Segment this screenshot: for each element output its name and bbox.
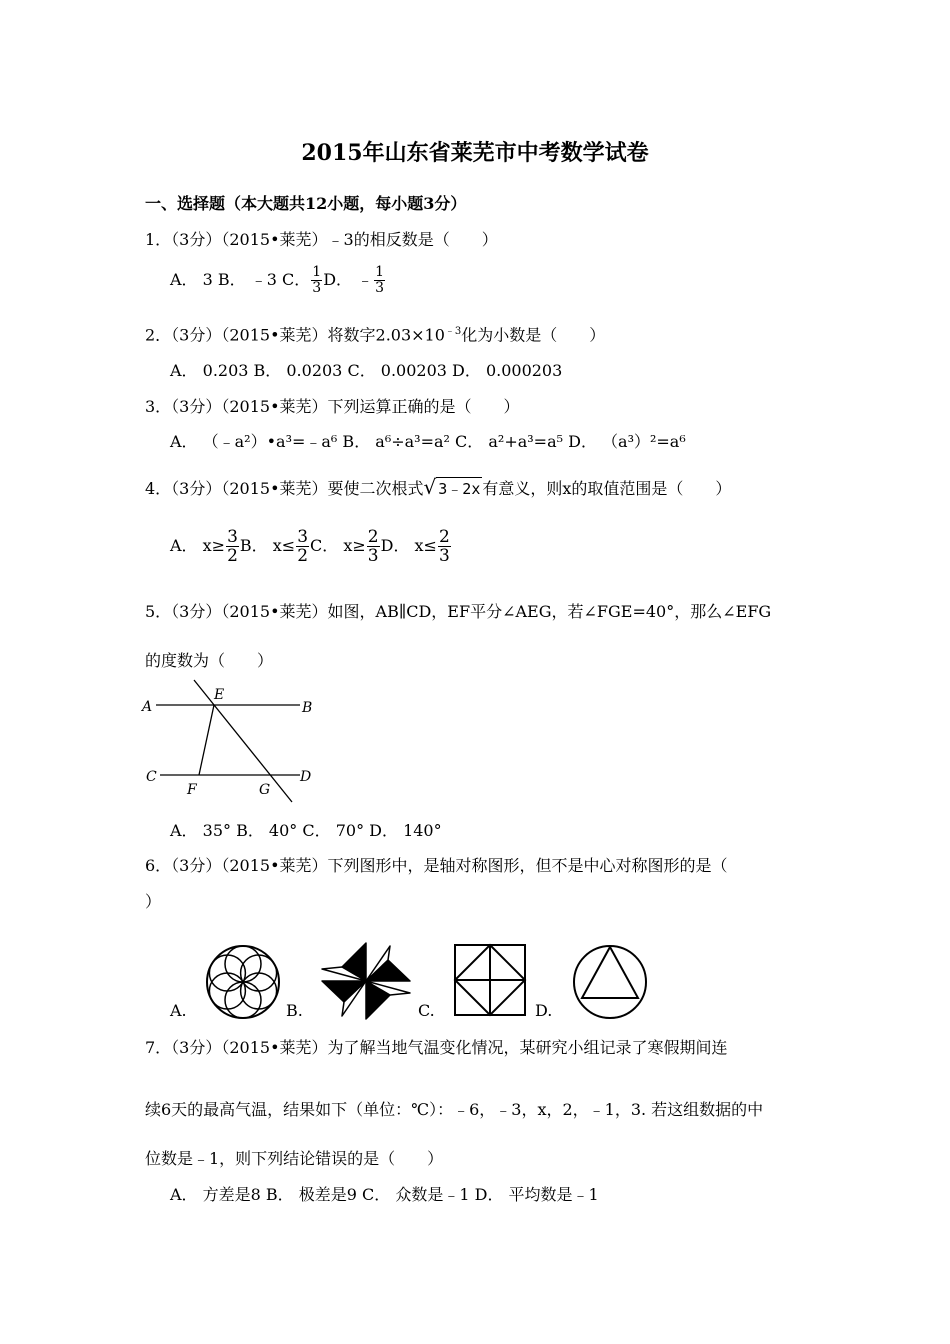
question-7-options: A． 方差是8 B． 极差是9 C． 众数是﹣1 D． 平均数是﹣1 [170, 1185, 599, 1204]
section-heading: 一、选择题（本大题共12小题，每小题3分） [145, 194, 467, 213]
question-6-stem-line1: 6．（3分）（2015•莱芜）下列图形中，是轴对称图形，但不是中心对称图形的是（ [145, 856, 728, 875]
q4-radicand: 3﹣2x [436, 477, 482, 499]
q6-label-b: B. [286, 1001, 303, 1020]
label-g: G [259, 782, 271, 798]
figure-d-triangle-circle [570, 942, 650, 1022]
label-b: B [302, 700, 313, 716]
question-7-stem-line2: 续6天的最高气温，结果如下（单位：℃）：﹣6，﹣3，x，2，﹣1，3. 若这组数据的中 [145, 1100, 764, 1119]
question-2-stem: 2．（3分）（2015•莱芜）将数字$2.03\times 10^{﹣3}$化为小数是（ ） [145, 325, 606, 345]
parallel-lines-figure [140, 678, 320, 804]
label-e: E [214, 687, 225, 703]
label-d: D [300, 769, 312, 785]
question-1-options [170, 265, 386, 296]
question-3-stem: 3．（3分）（2015•莱芜）下列运算正确的是（ ） [145, 397, 520, 416]
page-title: 2015年山东省莱芜市中考数学试卷 [301, 140, 649, 166]
question-5-stem-line1: 5．（3分）（2015•莱芜）如图，AB∥CD，EF平分∠AEG，若∠FGE=40°，那么∠EFG [145, 602, 772, 621]
label-a: A [142, 699, 153, 715]
q6-label-c: C. [418, 1001, 435, 1020]
question-5-options: A． 35° B． 40° C． 70° D． 140° [170, 821, 442, 840]
question-2-options: A． 0.203 B． 0.0203 C． 0.00203 D． 0.000203 [170, 361, 563, 380]
figure-b-pinwheel [318, 940, 414, 1022]
q6-label-d: D. [535, 1001, 553, 1020]
question-4-options: A． x≥ $\frac{3}{2}$ B． x≤ $\frac{3}{2}$ C． x≥ $\frac{2}{3}$ D． x≤ $\frac{2}{3}$ [170, 527, 450, 566]
q1-fraction-d: $\frac{1}{3}$ [375, 264, 385, 296]
q1-option-d: D． ﹣ [323, 270, 374, 289]
label-c: C [146, 769, 157, 785]
question-3-options: A． （﹣a²）•a³=﹣a⁶ B． a⁶÷a³=a² C． a²+a³=a⁵ D． （a³）²=a⁶ [170, 432, 686, 451]
q6-label-a: A. [170, 1001, 187, 1020]
question-7-stem-line1: 7．（3分）（2015•莱芜）为了解当地气温变化情况，某研究小组记录了寒假期间连 [145, 1038, 728, 1057]
q1-options-abc: A． 3 B． ﹣3 C． [170, 270, 311, 289]
question-4-stem: 4．（3分）（2015•莱芜）要使二次根式√ 3﹣2x 有意义，则x的取值范围是（ ） [145, 475, 732, 499]
question-6-stem-line2: ） [145, 892, 162, 911]
q1-fraction-c: $\frac{1}{3}$ [312, 264, 322, 296]
question-1-stem: 1．（3分）（2015•莱芜）﹣3的相反数是（ ） [145, 230, 498, 249]
figure-c-square-diamond [452, 942, 528, 1018]
figure-a-flower-circle [203, 942, 283, 1022]
label-f: F [187, 782, 197, 798]
question-5-stem-line2: 的度数为（ ） [145, 651, 274, 670]
question-7-stem-line3: 位数是﹣1，则下列结论错误的是（ ） [145, 1149, 444, 1168]
